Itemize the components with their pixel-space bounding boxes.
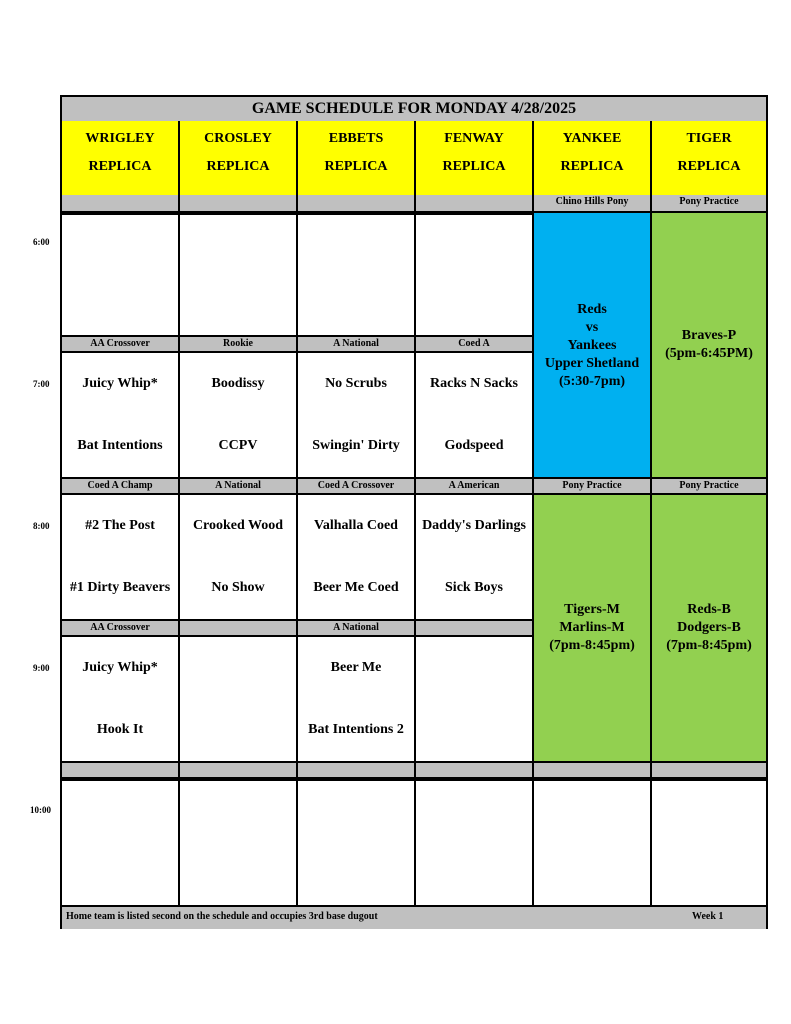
slot-label: Coed A: [416, 335, 532, 353]
event-line: (7pm-8:45pm): [549, 638, 635, 653]
field-type: REPLICA: [88, 159, 152, 174]
away-team: Beer Me: [330, 660, 382, 675]
slot-label: AA Crossover: [62, 619, 178, 637]
slot-label-tiger: Pony Practice: [652, 195, 766, 213]
slot-label: [416, 195, 532, 213]
field-type: REPLICA: [206, 159, 270, 174]
home-team: CCPV: [218, 438, 258, 453]
home-team: Hook It: [96, 722, 144, 737]
field-name: CROSLEY: [204, 131, 272, 146]
field-name: WRIGLEY: [85, 131, 155, 146]
slot-label-tiger: Pony Practice: [652, 477, 766, 495]
column-divider: [296, 121, 298, 927]
field-header-wrigley: [62, 121, 178, 197]
home-team: #1 Dirty Beavers: [69, 580, 171, 595]
slot-label: [180, 619, 296, 637]
week-label: Week 1: [692, 911, 724, 922]
slot-label: A American: [416, 477, 532, 495]
slot-label: Coed A Champ: [62, 477, 178, 495]
away-team: Juicy Whip*: [82, 660, 158, 675]
field-header-ebbets: [298, 121, 414, 197]
game-cell: [62, 637, 178, 761]
column-divider: [532, 121, 534, 927]
away-team: Daddy's Darlings: [422, 518, 526, 533]
game-cell: [180, 637, 296, 761]
away-team: Valhalla Coed: [314, 518, 398, 533]
field-name: EBBETS: [328, 131, 384, 146]
event-line: (5:30-7pm): [558, 374, 626, 389]
slot-label: Coed A Crossover: [298, 477, 414, 495]
footer-note: Home team is listed second on the schedule and occupies 3rd base dugout: [66, 911, 378, 922]
away-team: Racks N Sacks: [430, 376, 518, 391]
field-type: REPLICA: [442, 159, 506, 174]
tiger-block-early: [652, 213, 766, 477]
game-cell: [416, 637, 532, 761]
away-team: No Scrubs: [325, 376, 387, 391]
slot-label: [62, 195, 178, 213]
field-header-yankee: [534, 121, 650, 197]
slot-label-yankee: Chino Hills Pony: [534, 195, 650, 213]
tiger-block-late: [652, 495, 766, 761]
away-team: Boodissy: [211, 376, 265, 391]
schedule-title: GAME SCHEDULE FOR MONDAY 4/28/2025: [62, 97, 766, 123]
slot-label: AA Crossover: [62, 335, 178, 353]
field-header-crosley: [180, 121, 296, 197]
game-cell: [180, 495, 296, 619]
time-label-9: 9:00: [33, 663, 50, 673]
event-line: Reds-B: [687, 602, 731, 617]
away-team: Juicy Whip*: [82, 376, 158, 391]
game-cell: [298, 495, 414, 619]
event-line: Upper Shetland: [544, 356, 640, 371]
grid-line: [62, 213, 534, 215]
event-line: Braves-P: [681, 328, 737, 343]
schedule-table: [60, 95, 768, 929]
event-line: Yankees: [567, 338, 617, 353]
away-team: #2 The Post: [85, 518, 155, 533]
event-line: Tigers-M: [564, 602, 620, 617]
event-line: vs: [585, 320, 599, 335]
slot-label: [298, 195, 414, 213]
time-label-8: 8:00: [33, 521, 50, 531]
game-cell: [298, 637, 414, 761]
time-label-10: 10:00: [30, 805, 51, 815]
column-divider: [650, 121, 652, 927]
game-cell: [62, 353, 178, 477]
home-team: Swingin' Dirty: [312, 438, 400, 453]
field-type: REPLICA: [560, 159, 624, 174]
time-label-6: 6:00: [33, 237, 50, 247]
field-name: TIGER: [686, 131, 732, 146]
footer: [62, 905, 766, 929]
slot-label: A National: [298, 335, 414, 353]
slot-label: [416, 619, 532, 637]
yankee-block-late: [534, 495, 650, 761]
event-line: Marlins-M: [559, 620, 625, 635]
field-type: REPLICA: [324, 159, 388, 174]
home-team: No Show: [211, 580, 265, 595]
away-team: Crooked Wood: [192, 518, 284, 533]
field-header-fenway: [416, 121, 532, 197]
slot-label: [180, 195, 296, 213]
field-header-tiger: [652, 121, 766, 197]
slot-label: A National: [180, 477, 296, 495]
field-name: FENWAY: [444, 131, 504, 146]
home-team: Bat Intentions 2: [308, 722, 404, 737]
field-type: REPLICA: [677, 159, 741, 174]
home-team: Sick Boys: [445, 580, 503, 595]
column-divider: [178, 121, 180, 927]
slot-label: A National: [298, 619, 414, 637]
slot-label-yankee: Pony Practice: [534, 477, 650, 495]
event-line: Dodgers-B: [677, 620, 741, 635]
home-team: Beer Me Coed: [313, 580, 399, 595]
column-divider: [414, 121, 416, 927]
game-cell: [298, 353, 414, 477]
home-team: Bat Intentions: [77, 438, 163, 453]
yankee-block-early: [534, 213, 650, 477]
event-line: (7pm-8:45pm): [666, 638, 752, 653]
time-label-7: 7:00: [33, 379, 50, 389]
game-cell: [416, 495, 532, 619]
home-team: Godspeed: [444, 438, 504, 453]
event-line: Reds: [577, 302, 607, 317]
game-cell: [180, 353, 296, 477]
slot-label: Rookie: [180, 335, 296, 353]
game-cell: [62, 495, 178, 619]
game-cell: [416, 353, 532, 477]
event-line: (5pm-6:45PM): [665, 346, 753, 361]
field-name: YANKEE: [562, 131, 622, 146]
